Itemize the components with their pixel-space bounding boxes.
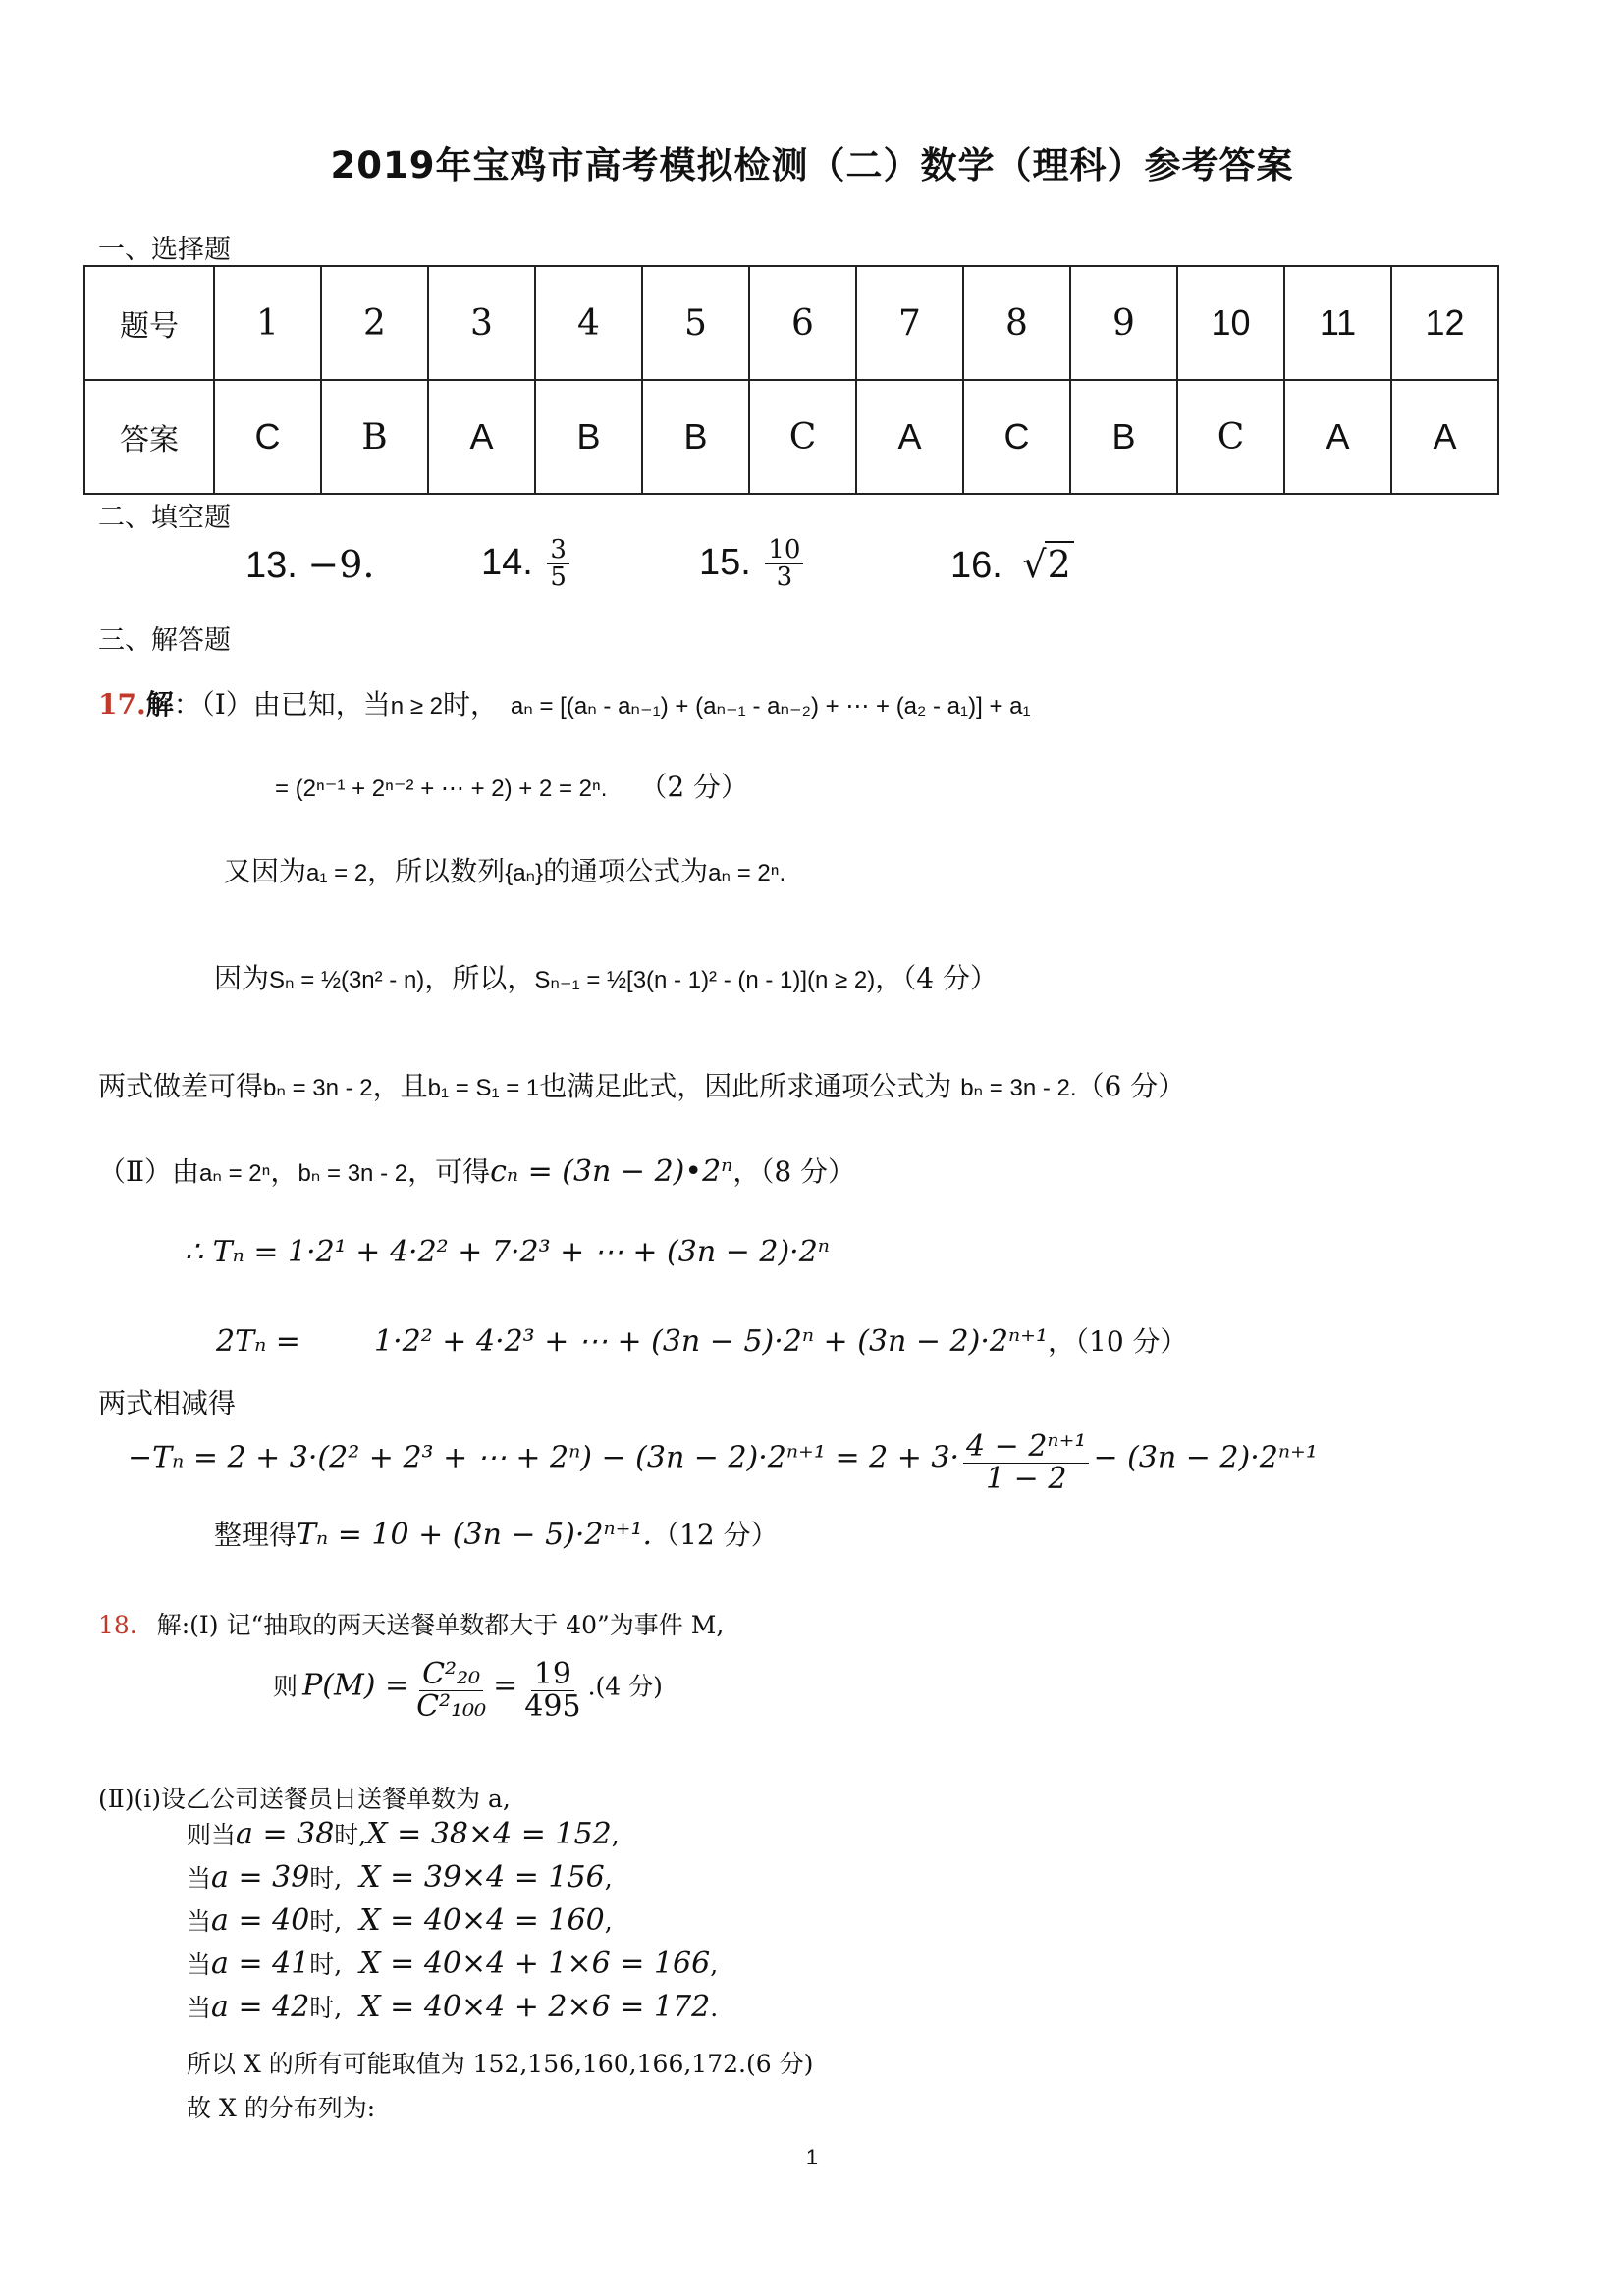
score-note: （12 分） — [652, 1519, 779, 1551]
text-run: 时, — [309, 1864, 343, 1893]
fraction-denominator: C²₁₀₀ — [416, 1688, 487, 1724]
q18-line-1 — [98, 1606, 724, 1641]
math-inline: X = 38×4 = 152 — [366, 1817, 612, 1851]
text-run: 又因为 — [224, 855, 307, 887]
table-cell-answer: B — [321, 380, 428, 494]
table-cell-number: 6 — [749, 266, 856, 380]
section-heading-solve: 三、解答题 — [98, 625, 231, 656]
fill-value-13: −9. — [307, 543, 375, 586]
fraction-denominator: 1 − 2 — [986, 1461, 1067, 1496]
table-cell-answer: A — [1284, 380, 1391, 494]
math-formula: 1·2² + 4·2³ + ⋯ + (3n − 5)·2ⁿ + (3n − 2)·2ⁿ⁺¹ — [374, 1324, 1048, 1359]
fill-label-15: 15. — [699, 541, 751, 583]
math-inline: bₙ = 3n - 2 — [298, 1160, 408, 1187]
math-formula: Tₙ = 10 + (3n − 5)·2ⁿ⁺¹. — [297, 1518, 653, 1552]
text-run: 时, — [309, 1994, 343, 2022]
q17-line-9: 两式相减得 — [98, 1387, 237, 1419]
text-run: 时, — [309, 1950, 343, 1979]
text-run: ，所以， — [424, 962, 535, 994]
page-title: 2019年宝鸡市高考模拟检测（二）数学（理科）参考答案 — [330, 144, 1294, 187]
math-inline: X = 39×4 = 156 — [359, 1860, 605, 1895]
math-fraction — [963, 1431, 1089, 1494]
math-inline: {aₙ} — [505, 860, 544, 886]
list-item — [187, 1989, 718, 2032]
table-cell-answer: A — [428, 380, 535, 494]
text-run: 当 — [187, 1864, 212, 1893]
score-note: （6 分） — [1076, 1070, 1186, 1102]
q18-line-9: 所以 X 的所有可能取值为 152,156,160,166,172.(6 分) — [187, 2050, 814, 2078]
score-note: .(4 分) — [587, 1672, 663, 1701]
sqrt-symbol: √ — [1022, 543, 1047, 586]
q17-line-11 — [214, 1514, 779, 1553]
score-note: ，（4 分） — [875, 962, 998, 994]
math-fraction — [521, 1659, 583, 1722]
math-formula: aₙ = [(aₙ - aₙ₋₁) + (aₙ₋₁ - aₙ₋₂) + ⋯ + (a₂ - a₁)] + a₁ — [510, 693, 1031, 720]
list-item — [187, 1902, 718, 1946]
fraction-denominator: 3 — [776, 562, 793, 593]
text-run: ，所以数列 — [367, 855, 506, 887]
table-cell-number: 3 — [428, 266, 535, 380]
fraction-numerator: 19 — [531, 1659, 574, 1691]
fraction-numerator: 10 — [765, 537, 803, 564]
text-run: 则当 — [187, 1821, 237, 1849]
section-heading-choice: 一、选择题 — [98, 235, 231, 265]
math-formula: − (3n − 2)·2ⁿ⁺¹ — [1093, 1440, 1318, 1475]
math-inline: a = 39 — [211, 1860, 310, 1895]
table-cell-number: 12 — [1391, 266, 1498, 380]
table-cell-number: 9 — [1070, 266, 1177, 380]
text-run: （Ⅱ）由 — [98, 1155, 200, 1188]
q17-line-3 — [224, 850, 785, 889]
math-inline: a = 40 — [211, 1903, 310, 1938]
table-row-answers — [84, 380, 1498, 494]
math-inline: a = 42 — [211, 1990, 310, 2024]
table-cell-number: 7 — [856, 266, 963, 380]
q18-line-2 — [273, 1659, 663, 1722]
fraction-numerator: C²₂₀ — [419, 1659, 483, 1691]
math-inline: a = 41 — [211, 1947, 310, 1981]
fill-answer-16 — [950, 543, 1074, 587]
math-inline: Sₙ = ½(3n² - n) — [269, 967, 425, 993]
text-run: . — [710, 1994, 719, 2022]
table-row-numbers — [84, 266, 1498, 380]
table-cell-number: 5 — [642, 266, 749, 380]
math-inline: bₙ = 3n - 2. — [960, 1075, 1077, 1101]
q18-line-10: 故 X 的分布列为: — [187, 2094, 376, 2122]
text-run: 两式做差可得 — [98, 1070, 264, 1102]
text-run: , — [710, 1950, 719, 1979]
q17-line-7: ∴ Tₙ = 1·2¹ + 4·2² + 7·2³ + ⋯ + (3n − 2)·2ⁿ — [185, 1235, 830, 1269]
table-cell-answer: B — [642, 380, 749, 494]
q17-line-8 — [216, 1320, 1188, 1360]
math-inline: X = 40×4 + 2×6 = 172 — [359, 1990, 711, 2024]
page-number: 1 — [805, 2145, 819, 2169]
text-run: ，且 — [372, 1070, 428, 1102]
section-heading-fill: 二、填空题 — [98, 503, 231, 533]
text-run: 当 — [187, 1950, 212, 1979]
q18-line-3: (Ⅱ)(ⅰ)设乙公司送餐员日送餐单数为 a, — [98, 1785, 511, 1813]
score-note: ，（8 分） — [732, 1155, 856, 1188]
text-run: 解:(Ⅰ) 记“抽取的两天送餐单数都大于 40”为事件 M, — [156, 1611, 725, 1639]
text-run: 也满足此式，因此所求通项公式为 — [539, 1070, 952, 1102]
math-inline: n ≥ 2 — [390, 693, 443, 720]
q18-case-list — [187, 1816, 718, 2032]
fill-fraction-15 — [765, 537, 803, 592]
math-inline: X = 40×4 + 1×6 = 166 — [359, 1947, 711, 1981]
fraction-numerator: 3 — [547, 537, 569, 564]
math-inline: 2Tₙ = — [216, 1324, 300, 1359]
table-cell-number: 2 — [321, 266, 428, 380]
table-cell-number: 4 — [535, 266, 642, 380]
fill-label-13: 13. — [245, 545, 298, 586]
math-formula: = (2ⁿ⁻¹ + 2ⁿ⁻² + ⋯ + 2) + 2 = 2ⁿ. — [275, 775, 608, 802]
text-run: 的通项公式为 — [543, 855, 709, 887]
table-cell-number: 10 — [1177, 266, 1284, 380]
math-inline: bₙ = 3n - 2 — [263, 1075, 373, 1101]
table-cell-number: 1 — [214, 266, 321, 380]
math-formula: −Tₙ = 2 + 3·(2² + 2³ + ⋯ + 2ⁿ) − (3n − 2)·2ⁿ⁺¹ = 2 + 3· — [128, 1440, 960, 1475]
text-run: ，可得 — [407, 1155, 491, 1188]
solution-word: 解 — [145, 688, 174, 721]
fraction-numerator: 4 − 2ⁿ⁺¹ — [963, 1431, 1089, 1464]
fill-fraction-14 — [547, 537, 569, 592]
table-cell-number: 8 — [963, 266, 1070, 380]
math-inline: = — [493, 1668, 518, 1703]
text-run: 时, — [309, 1907, 343, 1936]
fraction-denominator: 495 — [524, 1688, 581, 1724]
q17-line-5 — [98, 1065, 1185, 1104]
score-note: ，（10 分） — [1048, 1325, 1188, 1358]
table-cell-answer: C — [963, 380, 1070, 494]
text-run: 时， — [443, 688, 499, 721]
text-run: 当 — [187, 1994, 212, 2022]
text-run: , — [604, 1864, 613, 1893]
table-cell-answer: A — [856, 380, 963, 494]
q17-line-1 — [98, 683, 1031, 722]
math-inline: a = 38 — [236, 1817, 335, 1851]
text-run: 因为 — [214, 962, 270, 994]
q17-line-4 — [214, 957, 998, 996]
score-note: （2 分） — [639, 771, 749, 803]
table-cell-answer: B — [535, 380, 642, 494]
math-inline: b₁ = S₁ = 1 — [427, 1075, 540, 1101]
q17-line-10 — [128, 1431, 1318, 1494]
text-run: 时, — [334, 1821, 367, 1849]
math-inline: P(M) = — [302, 1668, 410, 1703]
table-label-answer: 答案 — [84, 380, 214, 494]
fill-answer-13 — [245, 543, 375, 587]
fill-answer-14 — [481, 537, 573, 592]
choice-answer-table — [83, 265, 1499, 495]
table-cell-answer: C — [214, 380, 321, 494]
fill-label-14: 14. — [481, 541, 533, 583]
math-inline: X = 40×4 = 160 — [359, 1903, 605, 1938]
table-cell-answer: A — [1391, 380, 1498, 494]
text-run: , — [604, 1907, 613, 1936]
question-number-18: 18. — [98, 1611, 137, 1639]
list-item — [187, 1816, 718, 1859]
list-item — [187, 1946, 718, 1989]
table-cell-answer: C — [1177, 380, 1284, 494]
list-item — [187, 1859, 718, 1902]
table-label-number: 题号 — [84, 266, 214, 380]
text-run: 当 — [187, 1907, 212, 1936]
table-cell-answer: C — [749, 380, 856, 494]
table-cell-number: 11 — [1284, 266, 1391, 380]
table-cell-answer: B — [1070, 380, 1177, 494]
math-inline: Sₙ₋₁ = ½[3(n - 1)² - (n - 1)](n ≥ 2) — [534, 967, 876, 993]
math-formula: cₙ = (3n − 2)•2ⁿ — [490, 1154, 733, 1189]
question-number-17: 17. — [98, 688, 146, 721]
text-run: ：（Ⅰ）由已知，当 — [173, 688, 391, 721]
text-run: 则 — [273, 1672, 298, 1701]
q17-line-2 — [275, 766, 748, 805]
text-run: 整理得 — [214, 1519, 298, 1551]
math-inline: aₙ = 2ⁿ. — [708, 860, 786, 886]
math-inline: aₙ = 2ⁿ — [199, 1160, 271, 1187]
math-fraction — [413, 1659, 489, 1722]
fill-answer-15 — [699, 537, 807, 592]
math-inline: a₁ = 2 — [306, 860, 368, 886]
text-run: , — [611, 1821, 620, 1849]
fill-value-16: 2 — [1045, 541, 1074, 586]
q17-line-6: （Ⅱ）由aₙ = 2ⁿ，bₙ = 3n - 2，可得cₙ = (3n − 2)•2ⁿ，（8 分） — [98, 1154, 856, 1189]
fill-label-16: 16. — [950, 545, 1002, 586]
fraction-denominator: 5 — [550, 562, 567, 593]
